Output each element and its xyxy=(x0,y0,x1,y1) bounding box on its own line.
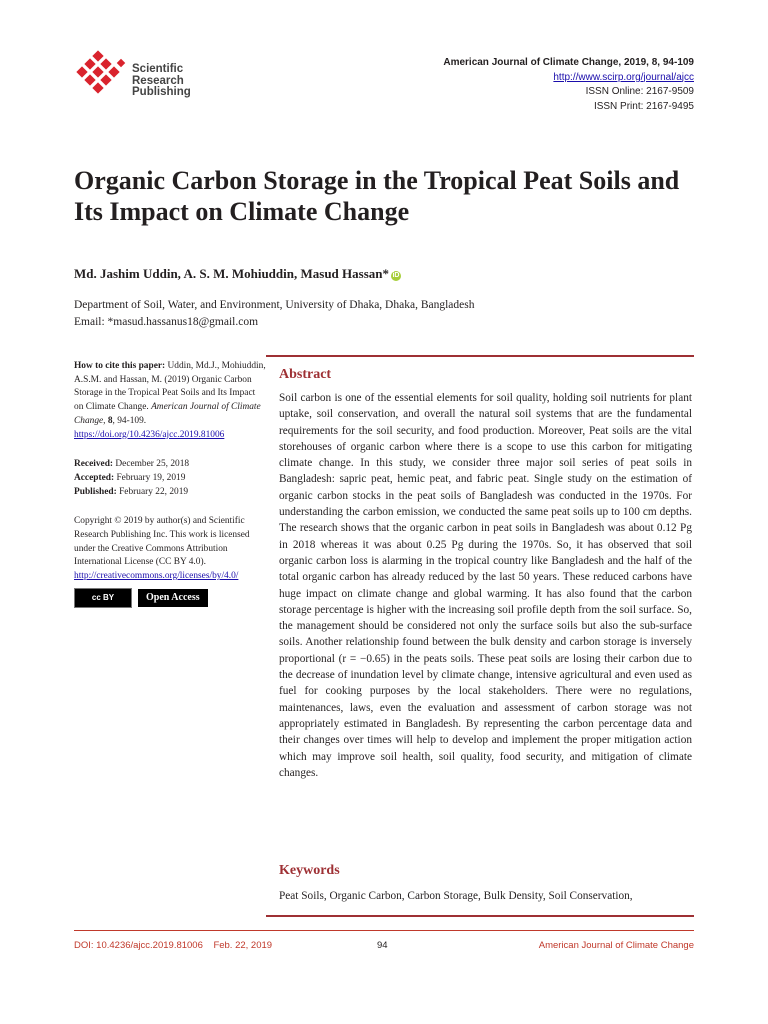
badges xyxy=(74,588,266,608)
copyright-text: Copyright © 2019 by author(s) and Scientific Research Publishing Inc. This work is licensed under the Creative Commons Attribution International License (CC BY 4.0). xyxy=(74,516,250,568)
published-date: February 22, 2019 xyxy=(119,486,189,497)
journal-info xyxy=(443,56,694,114)
abstract-text: Soil carbon is one of the essential elements for soil quality, holding soil nutrients for plant uptake, soil conservation, and overall the natural soil systems that are the fundamental requirements for the soil security, and food production. Moreover, Peat soils are the vital storehouses of organic carbon where there is a scope to use this carbon for mitigating climate change. In this study, we consider three major soil series of peat soils in Bangladesh: sapric peat, hemic peat, and fabric peat. Single study on the estimation of organic carbon stocks in the peat soils of Bangladesh was conducted in the 1970s. For understanding the carbon emission, we conducted the same peat soils up to 100 cm depths. The research shows that the organic carbon in peat soils in Bangladesh was about 0.12 Pg in 2018 whereas it was about 0.25 Pg during the 1970s. So, it has observed that soil organic carbon loss is alarming in the tropical country like Bangladesh and the half of the total organic carbon has already reduced by the last 50 years. These reduced carbons have huge impact on climate change and global warming. It has also found that the carbon storage percentage is higher with the increasing soil profile depth from the soil surface. So, the management should be considered not only the surface soils but also the sub-surface soils. Another relationship found between the bulk density and carbon storage is inversely proportional (r = −0.65) in the peats soils. These peat soils are losing their carbon due to the decrease of inundation level by climate change, intensive agricultural and even used as fuel for cooking purposes by the local stakeholders. There were no regulations, maintenances, laws, even the evaluation and assessment of carbon storage was not appropriately estimated in Bangladesh. By representing the carbon percentage data and their changes over times will help to develop and implement the proper mitigation action which may improve soil health, soil quality, food security, and mitigation of climate changes. xyxy=(279,392,692,779)
page-number: 94 xyxy=(377,940,388,951)
footer-doi: DOI: 10.4236/ajcc.2019.81006 xyxy=(74,940,203,951)
received-label: Received: xyxy=(74,459,114,470)
accepted-label: Accepted: xyxy=(74,472,115,483)
cite-text: Uddin, Md.J., Mohiuddin, A.S.M. and Hassan, M. (2019) Organic Carbon Storage in the Tropical Peat Soils and Its Impact on Climate Change. xyxy=(74,361,266,413)
email: Email: *masud.hassanus18@gmail.com xyxy=(74,316,259,328)
issn-print: ISSN Print: 2167-9495 xyxy=(593,100,694,112)
publisher-name-line: Publishing xyxy=(132,86,191,98)
sidebar xyxy=(74,360,266,608)
footer-date: Feb. 22, 2019 xyxy=(213,940,273,951)
affiliation-block xyxy=(74,297,474,331)
footer-rule xyxy=(74,930,694,931)
citation-block: How to cite this paper: Uddin, Md.J., Mohiuddin, A.S.M. and Hassan, M. (2019) Organic Carbon Storage in the Tropical Peat Soils and Its Impact on Climate Change. American Journal of Climate Change, 8, 94-109. https://doi.org/10.4236/ajcc.2019.81006 xyxy=(74,361,266,440)
keywords-heading: Keywords xyxy=(279,863,340,878)
authors-text: Md. Jashim Uddin, A. S. M. Mohiuddin, Masud Hassan* xyxy=(74,266,389,281)
open-access-badge: Open Access xyxy=(138,589,208,607)
footer-doi-date xyxy=(74,940,272,951)
dates-block xyxy=(74,458,266,499)
license-link[interactable]: http://creativecommons.org/licenses/by/4.0/ xyxy=(74,571,239,582)
paper-title: Organic Carbon Storage in the Tropical Peat Soils and Its Impact on Climate Change xyxy=(74,166,680,226)
publisher-name-line: Scientific xyxy=(132,63,184,75)
publisher-name-line: Research xyxy=(132,74,184,87)
publisher-name xyxy=(132,64,191,99)
abstract-heading: Abstract xyxy=(279,367,332,382)
issn-online: ISSN Online: 2167-9509 xyxy=(585,86,694,97)
cc-license-icon[interactable]: cc BY xyxy=(74,588,132,608)
copyright-block xyxy=(74,515,266,608)
abstract-top-rule xyxy=(266,355,694,357)
cite-volume: 8 xyxy=(107,415,113,426)
journal-url-link[interactable]: http://www.scirp.org/journal/ajcc xyxy=(553,71,694,83)
footer-journal: American Journal of Climate Change xyxy=(538,940,694,951)
keywords-bottom-rule xyxy=(266,915,694,917)
author-list xyxy=(74,266,401,282)
cite-journal: American Journal of Climate Change xyxy=(74,402,261,426)
affiliation: Department of Soil, Water, and Environment, University of Dhaka, Dhaka, Bangladesh xyxy=(74,299,475,311)
orcid-icon[interactable]: iD xyxy=(392,272,400,279)
keywords-text: Peat Soils, Organic Carbon, Carbon Storage, Bulk Density, Soil Conservation, xyxy=(279,890,633,902)
accepted-date: February 19, 2019 xyxy=(116,472,186,483)
published-label: Published: xyxy=(74,486,117,497)
received-date: December 25, 2018 xyxy=(115,459,190,470)
doi-link[interactable]: https://doi.org/10.4236/ajcc.2019.81006 xyxy=(74,429,225,440)
cite-label: How to cite this paper: xyxy=(74,361,166,371)
journal-citation: American Journal of Climate Change, 2019, 8, 94-109 xyxy=(443,57,694,68)
cite-pages: 94-109. xyxy=(117,415,147,426)
